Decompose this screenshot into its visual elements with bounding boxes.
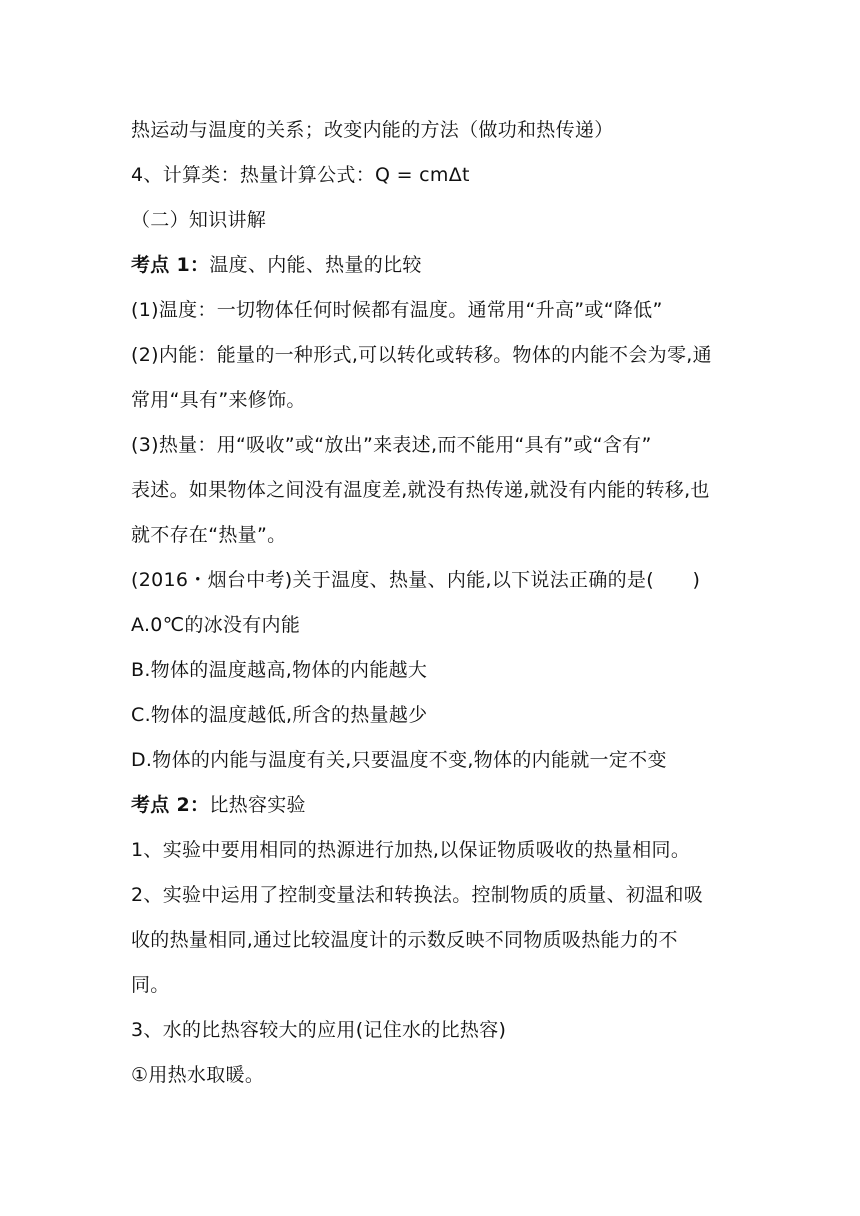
option-b: B.物体的温度越高,物体的内能越大: [131, 659, 428, 681]
option-c: C.物体的温度越低,所含的热量越少: [131, 704, 428, 726]
topic-label: 考点 1：: [131, 254, 210, 276]
text-line: 2、实验中运用了控制变量法和转换法。控制物质的质量、初温和吸: [131, 884, 704, 906]
option-d: D.物体的内能与温度有关,只要温度不变,物体的内能就一定不变: [131, 749, 667, 771]
topic-label: 考点 2：: [131, 794, 210, 816]
option-a: A.0℃的冰没有内能: [131, 614, 301, 636]
text-line: 就不存在“热量”。: [131, 524, 287, 546]
text-line: 4、计算类：热量计算公式：Q = cmΔt: [131, 164, 470, 186]
text-line: 1、实验中要用相同的热源进行加热,以保证物质吸收的热量相同。: [131, 839, 691, 861]
topic-title: 温度、内能、热量的比较: [209, 254, 422, 276]
text-line: 表述。如果物体之间没有温度差,就没有热传递,就没有内能的转移,也: [131, 479, 710, 501]
topic-title: 比热容实验: [209, 794, 306, 816]
text-line: ①用热水取暖。: [131, 1064, 265, 1086]
text-line: 3、水的比热容较大的应用(记住水的比热容): [131, 1019, 507, 1041]
text-line: 热运动与温度的关系；改变内能的方法（做功和热传递）: [131, 119, 614, 141]
topic-heading: [131, 243, 741, 288]
text-line: 收的热量相同,通过比较温度计的示数反映不同物质吸热能力的不: [131, 929, 678, 951]
topic-heading: [131, 783, 741, 828]
section-heading: （二）知识讲解: [131, 209, 267, 231]
text-line: (2)内能：能量的一种形式,可以转化或转移。物体的内能不会为零,通: [131, 344, 712, 366]
text-line: (1)温度：一切物体任何时候都有温度。通常用“升高”或“降低”: [131, 299, 663, 321]
text-line: 常用“具有”来修饰。: [131, 389, 306, 411]
question-stem: (2016・烟台中考)关于温度、热量、内能,以下说法正确的是( ): [131, 569, 701, 591]
text-line: 同。: [131, 974, 170, 996]
document-page: [131, 108, 741, 1098]
text-line: (3)热量：用“吸收”或“放出”来表述,而不能用“具有”或“含有”: [131, 434, 652, 456]
